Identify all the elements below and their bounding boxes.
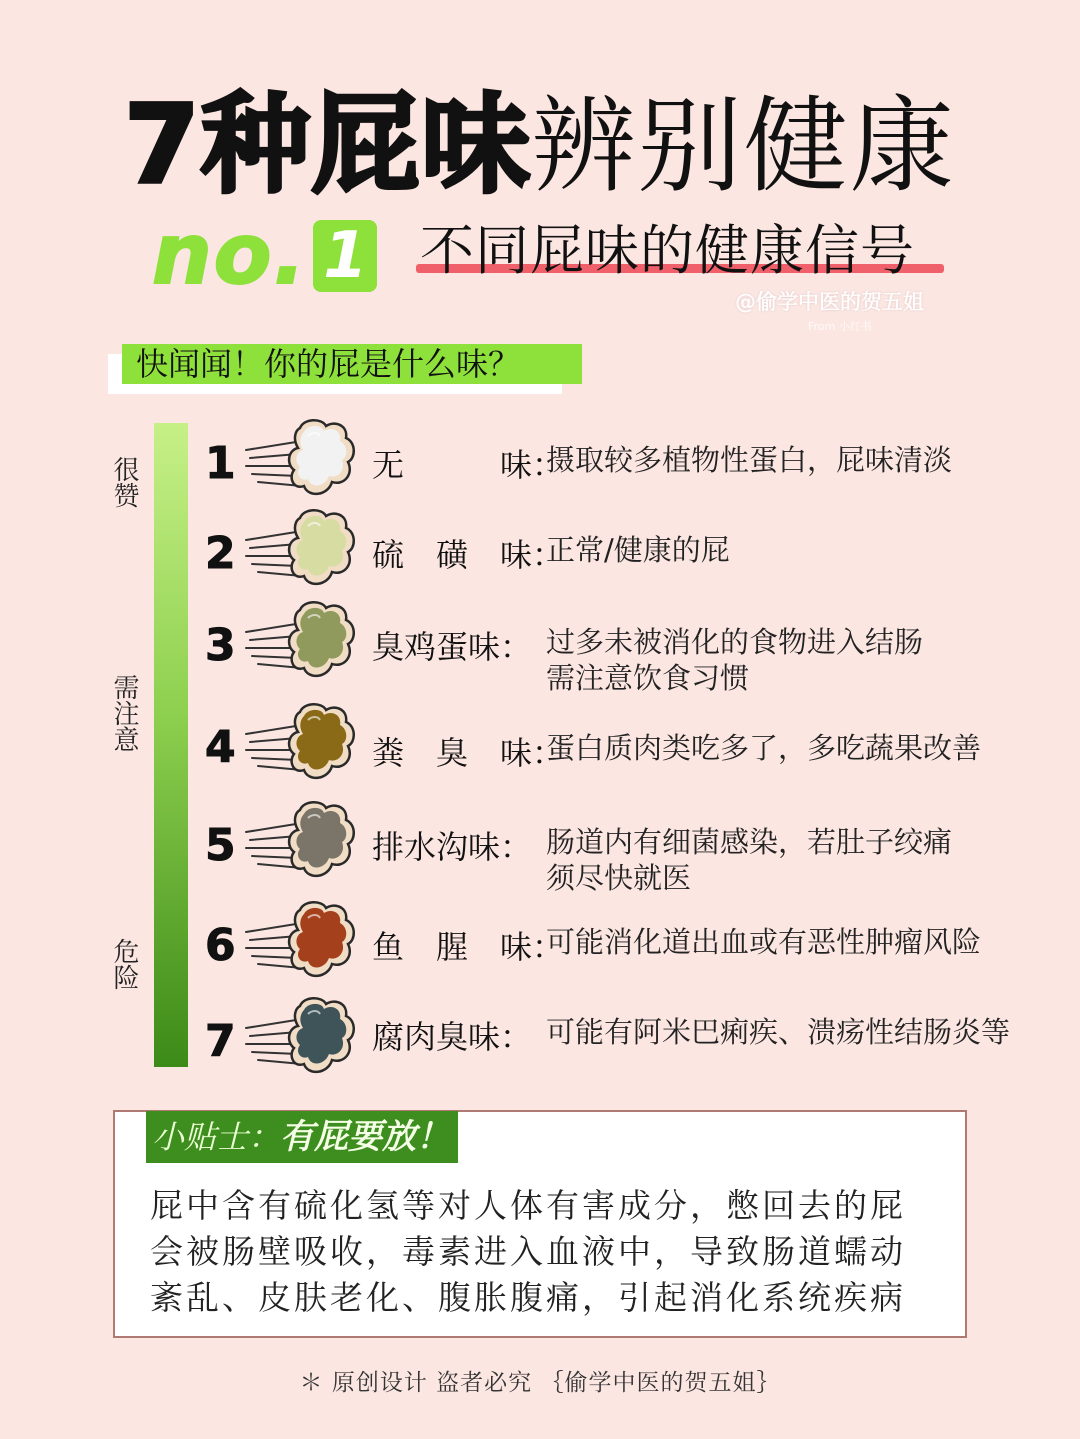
smell-description: 过多未被消化的食物进入结肠 (546, 625, 924, 659)
fart-cloud-icon (244, 798, 360, 884)
row-number: 3 (205, 620, 236, 671)
row-number: 1 (205, 438, 236, 489)
smell-name: 无 味： (372, 446, 565, 484)
row-number: 2 (205, 528, 236, 579)
page-title (0, 58, 1080, 213)
row-number: 5 (205, 820, 236, 871)
smell-name: 粪 臭 味： (372, 734, 565, 772)
smell-description: 蛋白质肉类吃多了，多吃蔬果改善 (546, 731, 982, 765)
smell-description: 肠道内有细菌感染，若肚子绞痛 (546, 825, 953, 859)
smell-description: 摄取较多植物性蛋白，屁味清淡 (546, 443, 953, 477)
section-number-prefix: no. (152, 205, 308, 303)
tip-line: 会被肠壁吸收，毒素进入血液中，导致肠道蠕动 (150, 1232, 906, 1271)
health-scale-bar (154, 423, 188, 1067)
watermark-sub: From 小红书 (808, 320, 872, 333)
smell-name: 排水沟味： (372, 828, 533, 866)
tip-line: 屁中含有硫化氢等对人体有害成分，憋回去的屁 (150, 1186, 906, 1225)
section-number-badge: 1 (313, 220, 377, 292)
title-light: 辨别健康 (531, 85, 956, 207)
smell-name: 腐肉臭味： (372, 1018, 533, 1056)
section-number (152, 205, 377, 303)
fart-cloud-icon (244, 898, 360, 984)
tip-emphasis: 有屁要放！ (280, 1117, 451, 1157)
row-number: 7 (205, 1016, 236, 1067)
smell-description-line2: 须尽快就医 (546, 861, 692, 895)
smell-description: 可能消化道出血或有恶性肿瘤风险 (546, 925, 982, 959)
smell-description-line2: 需注意饮食习惯 (546, 661, 750, 695)
watermark-handle: @偷学中医的贺五姐 (735, 290, 924, 314)
smell-description: 可能有阿米巴痢疾、溃疡性结肠炎等 (546, 1015, 1011, 1049)
tip-label: 小贴士： (152, 1118, 281, 1156)
fart-cloud-icon (244, 598, 360, 684)
smell-description: 正常/健康的屁 (546, 533, 730, 567)
fart-cloud-icon (244, 994, 360, 1080)
fart-cloud-icon (244, 506, 360, 592)
scale-label-good: 很赞 (109, 456, 139, 508)
section-subtitle: 不同屁味的健康信号 (420, 219, 915, 282)
footer-copyright: ＊ 原创设计 盗者必究 ｛偷学中医的贺五姐｝ (299, 1370, 781, 1396)
tip-header-text (152, 1111, 450, 1163)
row-number: 6 (205, 920, 236, 971)
smell-name: 臭鸡蛋味： (372, 628, 533, 666)
fart-cloud-icon (244, 416, 360, 502)
fart-cloud-icon (244, 700, 360, 786)
question-text: 快闻闻！你的屁是什么味？ (136, 345, 521, 383)
row-number: 4 (205, 722, 236, 773)
smell-name: 鱼 腥 味： (372, 928, 565, 966)
scale-label-danger: 危险 (109, 938, 139, 990)
title-bold: 7种屁味 (124, 83, 532, 208)
scale-label-caution: 需注意 (109, 674, 139, 752)
smell-name: 硫 磺 味： (372, 536, 565, 574)
tip-line: 紊乱、皮肤老化、腹胀腹痛，引起消化系统疾病 (150, 1278, 906, 1317)
